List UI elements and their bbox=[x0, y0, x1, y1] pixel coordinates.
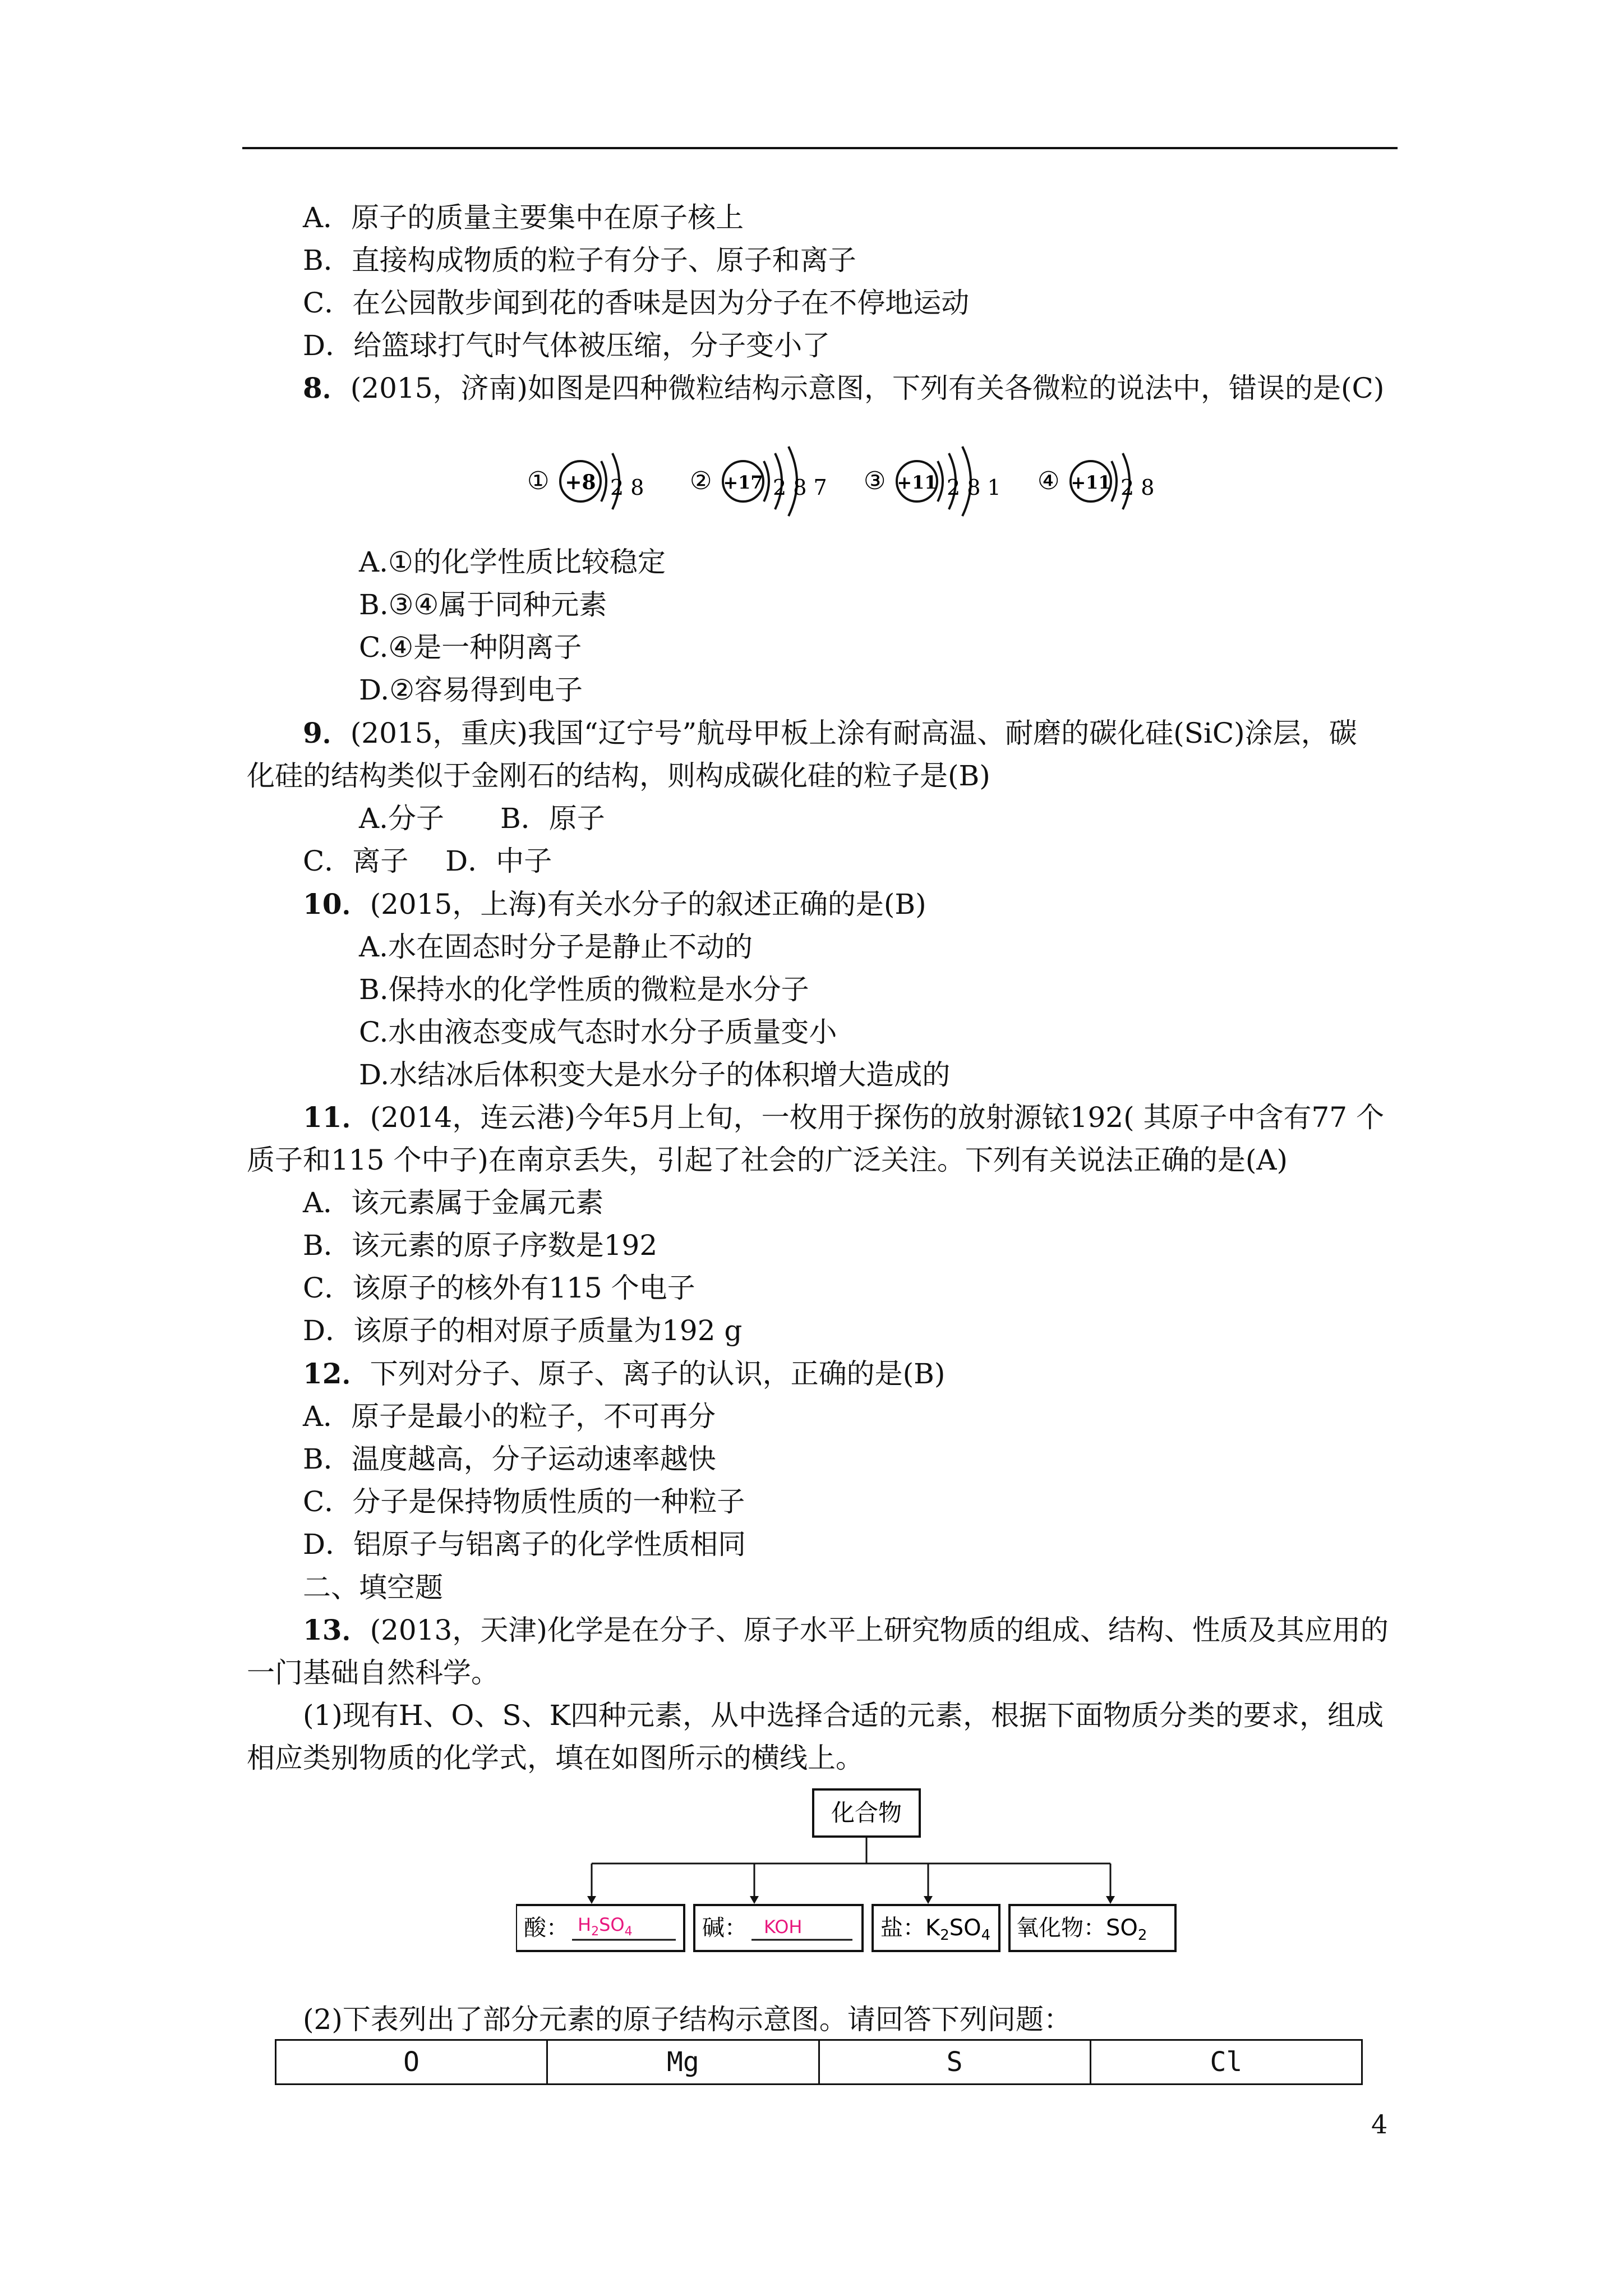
q13-number: 13． bbox=[303, 1613, 370, 1646]
q9-number: 9． bbox=[303, 716, 351, 749]
particle-3-shell-1 bbox=[938, 461, 943, 501]
q11-stem-line-2: 质子和115 个中子)在南京丢失，引起了社会的广泛关注。下列有关说法正确的是(A) bbox=[247, 1144, 1288, 1176]
arrow-base bbox=[750, 1896, 759, 1904]
particle-2-shell-1 bbox=[764, 461, 769, 501]
table-row bbox=[276, 2040, 1362, 2085]
q12-number: 12． bbox=[303, 1357, 370, 1390]
q9-options-line-1: A.分子 B．原子 bbox=[359, 802, 605, 835]
q12-option-a: A．原子是最小的粒子，不可再分 bbox=[303, 1400, 716, 1433]
salt-formula: 盐：$K_2SO_4$ bbox=[880, 1915, 991, 1944]
particle-1-shell-1 bbox=[601, 461, 606, 501]
particle-2 bbox=[690, 447, 827, 516]
particle-1-label: ① bbox=[527, 467, 550, 495]
element-mg: Mg bbox=[547, 2040, 819, 2085]
element-o: O bbox=[276, 2040, 547, 2085]
q13-stem-1: (2013，天津)化学是在分子、原子水平上研究物质的组成、结构、性质及其应用的 bbox=[370, 1614, 1389, 1646]
q7-option-a: A．原子的质量主要集中在原子核上 bbox=[303, 201, 744, 234]
q10-stem: (2015，上海)有关水分子的叙述正确的是(B) bbox=[370, 888, 926, 921]
particle-4-electrons: 2 8 bbox=[1121, 475, 1155, 500]
particle-3-nucleus-charge: +11 bbox=[897, 472, 937, 493]
q10-option-d: D.水结冰后体积变大是水分子的体积增大造成的 bbox=[359, 1059, 951, 1091]
q8-option-b: B.③④属于同种元素 bbox=[359, 588, 607, 621]
q13-part1-line-2: 相应类别物质的化学式，填在如图所示的横线上。 bbox=[247, 1742, 864, 1774]
page-number: 4 bbox=[1371, 2109, 1388, 2139]
arrow-salt bbox=[924, 1896, 933, 1904]
q8-stem: (2015，济南)如图是四种微粒结构示意图，下列有关各微粒的说法中，错误的是(C) bbox=[350, 372, 1385, 404]
q10-stem-line bbox=[303, 887, 926, 921]
q11-stem-line-1 bbox=[303, 1101, 1384, 1134]
atom-structure-diagrams bbox=[527, 432, 1178, 527]
q12-stem: 下列对分子、原子、离子的认识，正确的是(B) bbox=[370, 1358, 946, 1390]
particle-1-nucleus-charge: +8 bbox=[565, 471, 596, 494]
q8-option-d: D.②容易得到电子 bbox=[359, 674, 583, 706]
particle-2-nucleus-charge: +17 bbox=[723, 472, 763, 493]
q10-option-b: B.保持水的化学性质的微粒是水分子 bbox=[359, 973, 809, 1006]
q13-part2: (2)下表列出了部分元素的原子结构示意图。请回答下列问题： bbox=[303, 2003, 1072, 2036]
particle-3 bbox=[864, 447, 1001, 516]
q7-option-d: D．给篮球打气时气体被压缩，分子变小了 bbox=[303, 329, 831, 362]
particle-2-label: ② bbox=[690, 467, 712, 495]
q7-option-b: B．直接构成物质的粒子有分子、原子和离子 bbox=[303, 244, 856, 277]
root-label: 化合物 bbox=[831, 1799, 902, 1826]
q9-stem-1: (2015，重庆)我国“辽宁号”航母甲板上涂有耐高温、耐磨的碳化硅(SiC)涂层，碳 bbox=[350, 717, 1357, 749]
q11-option-b: B．该元素的原子序数是192 bbox=[303, 1229, 658, 1262]
arrow-acid bbox=[587, 1896, 596, 1904]
q9-stem-line-2: 化硅的结构类似于金刚石的结构，则构成碳化硅的粒子是(B) bbox=[247, 760, 990, 792]
element-s: S bbox=[819, 2040, 1090, 2085]
q10-option-c: C.水由液态变成气态时水分子质量变小 bbox=[359, 1016, 837, 1048]
q12-option-d: D．铝原子与铝离子的化学性质相同 bbox=[303, 1528, 746, 1561]
particle-4 bbox=[1038, 453, 1154, 509]
particle-3-label: ③ bbox=[864, 467, 886, 495]
arrow-oxide bbox=[1106, 1896, 1115, 1904]
particle-3-electrons: 2 8 1 bbox=[947, 475, 1001, 500]
q9-options-line-2: C．离子 D．中子 bbox=[303, 845, 552, 877]
q8-number: 8． bbox=[303, 371, 351, 404]
q9-stem-line-1 bbox=[303, 716, 1357, 750]
compound-classification-tree bbox=[516, 1784, 1178, 1997]
q10-option-a: A.水在固态时分子是静止不动的 bbox=[359, 931, 753, 963]
particle-2-electrons: 2 8 7 bbox=[773, 475, 827, 500]
particle-1-electrons: 2 8 bbox=[610, 475, 644, 500]
base-answer: KOH bbox=[764, 1916, 803, 1938]
particle-4-shell-1 bbox=[1112, 461, 1117, 501]
element-table bbox=[275, 2039, 1363, 2085]
particle-1 bbox=[527, 453, 644, 509]
q8-stem-line bbox=[303, 371, 1384, 405]
particle-4-label: ④ bbox=[1038, 467, 1060, 495]
oxide-formula: 氧化物：$SO_2$ bbox=[1016, 1915, 1147, 1944]
q11-number: 11． bbox=[303, 1101, 370, 1134]
q13-part1-line-1: (1)现有H、O、S、K四种元素，从中选择合适的元素，根据下面物质分类的要求，组成 bbox=[303, 1699, 1384, 1732]
base-label: 碱： bbox=[702, 1915, 747, 1941]
q11-stem-1: (2014，连云港)今年5月上旬，一枚用于探伤的放射源铱192( 其原子中含有77 个 bbox=[370, 1101, 1385, 1134]
particle-4-nucleus-charge: +11 bbox=[1071, 472, 1111, 493]
acid-label: 酸： bbox=[524, 1915, 569, 1941]
q12-option-b: B．温度越高，分子运动速率越快 bbox=[303, 1443, 716, 1475]
q11-option-a: A．该元素属于金属元素 bbox=[303, 1186, 604, 1219]
q13-stem-line-1 bbox=[303, 1613, 1389, 1647]
q8-option-c: C.④是一种阴离子 bbox=[359, 631, 582, 664]
q13-stem-line-2: 一门基础自然科学。 bbox=[247, 1657, 499, 1689]
q12-stem-line bbox=[303, 1357, 945, 1391]
element-cl: Cl bbox=[1090, 2040, 1362, 2085]
q12-option-c: C．分子是保持物质性质的一种粒子 bbox=[303, 1485, 745, 1518]
q7-option-c: C．在公园散步闻到花的香味是因为分子在不停地运动 bbox=[303, 287, 970, 319]
q11-option-c: C．该原子的核外有115 个电子 bbox=[303, 1272, 695, 1304]
q10-number: 10． bbox=[303, 887, 370, 921]
header-rule bbox=[242, 147, 1398, 149]
q11-option-d: D．该原子的相对原子质量为192 g bbox=[303, 1314, 743, 1347]
q8-option-a: A.①的化学性质比较稳定 bbox=[359, 546, 666, 578]
acid-answer: $H_2SO_4$ bbox=[578, 1914, 633, 1939]
section-title: 二、填空题 bbox=[303, 1571, 443, 1604]
